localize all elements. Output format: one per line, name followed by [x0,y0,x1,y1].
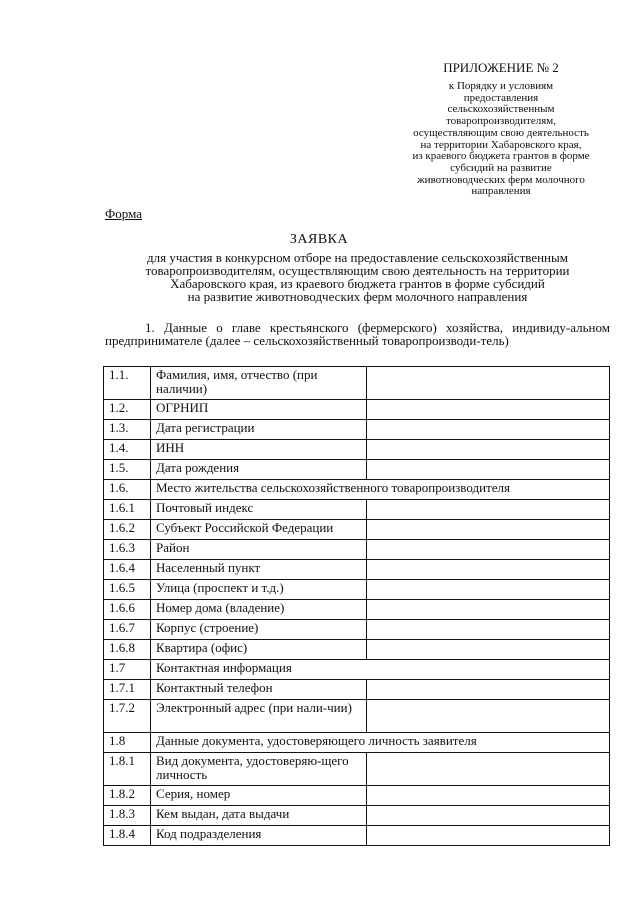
row-label: Квартира (офис) [151,640,367,660]
appendix-line: товаропроизводителям, [446,115,556,128]
row-value-field[interactable] [367,580,610,600]
row-number: 1.6. [104,480,151,500]
row-label: ОГРНИП [151,400,367,420]
appendix-line: направления [471,185,531,198]
row-value-field[interactable] [367,400,610,420]
row-label: Улица (проспект и т.д.) [151,580,367,600]
row-number: 1.8 [104,733,151,753]
table-row [104,826,610,846]
section-1-intro: 1. Данные о главе крестьянского (фермерского) хозяйства, индивиду-альном предпринимателе (далее – сельскохозяйственный товаропроизводи-тель) [105,320,610,348]
row-value-field[interactable] [367,367,610,400]
row-value-field[interactable] [367,460,610,480]
row-label: Кем выдан, дата выдачи [151,806,367,826]
table-row [104,600,610,620]
appendix-line: животноводческих ферм молочного [417,173,585,186]
table-row [104,400,610,420]
row-number: 1.3. [104,420,151,440]
row-value-field[interactable] [367,520,610,540]
row-number: 1.6.6 [104,600,151,620]
row-number: 1.4. [104,440,151,460]
subtitle-line: Хабаровского края, из краевого бюджета грантов в форме субсидий [170,276,545,291]
subtitle-line: на развитие животноводческих ферм молочного направления [187,289,528,304]
row-value-field[interactable] [367,440,610,460]
row-section-heading: Контактная информация [151,660,610,680]
appendix-line: осуществляющим свою деятельность [413,126,589,139]
row-value-field[interactable] [367,700,610,733]
row-number: 1.2. [104,400,151,420]
table-row [104,753,610,786]
row-label: Дата регистрации [151,420,367,440]
table-row [104,367,610,400]
subtitle-line: товаропроизводителям, осуществляющим свою деятельность на территории [145,263,570,278]
row-value-field[interactable] [367,540,610,560]
table-row [104,733,610,753]
row-section-heading: Данные документа, удостоверяющего личность заявителя [151,733,610,753]
table-row [104,660,610,680]
appendix-line: к Порядку и условиям [448,80,554,92]
applicant-data-table [103,366,610,846]
row-label: ИНН [151,440,367,460]
row-number: 1.7.2 [104,700,151,733]
row-number: 1.6.4 [104,560,151,580]
row-label: Корпус (строение) [151,620,367,640]
appendix-reference [392,81,610,198]
appendix-line: на территории Хабаровского края, [420,138,582,151]
appendix-header [392,60,610,198]
row-label: Район [151,540,367,560]
row-label: Электронный адрес (при нали-чии) [151,700,367,733]
document-subtitle [105,251,610,303]
row-number: 1.6.7 [104,620,151,640]
table-row [104,680,610,700]
row-number: 1.6.2 [104,520,151,540]
row-value-field[interactable] [367,420,610,440]
appendix-line: субсидий на развитие [450,161,552,174]
row-value-field[interactable] [367,560,610,580]
row-number: 1.7.1 [104,680,151,700]
row-number: 1.8.3 [104,806,151,826]
row-label: Субъект Российской Федерации [151,520,367,540]
table-row [104,420,610,440]
table-row [104,500,610,520]
row-label: Номер дома (владение) [151,600,367,620]
row-value-field[interactable] [367,786,610,806]
row-label: Код подразделения [151,826,367,846]
document-title: ЗАЯВКА [289,232,349,247]
table-row [104,786,610,806]
row-label: Контактный телефон [151,680,367,700]
appendix-line: из краевого бюджета грантов в форме [412,150,590,163]
table-row [104,440,610,460]
row-label: Дата рождения [151,460,367,480]
row-number: 1.6.3 [104,540,151,560]
row-number: 1.6.5 [104,580,151,600]
row-value-field[interactable] [367,806,610,826]
table-row [104,806,610,826]
row-value-field[interactable] [367,640,610,660]
row-number: 1.7 [104,660,151,680]
table-row [104,560,610,580]
table-row [104,520,610,540]
appendix-line: сельскохозяйственным [447,103,555,116]
row-section-heading: Место жительства сельскохозяйственного товаропроизводителя [151,480,610,500]
row-number: 1.6.8 [104,640,151,660]
row-label: Серия, номер [151,786,367,806]
row-value-field[interactable] [367,600,610,620]
table-row [104,620,610,640]
form-label: Форма [105,206,142,221]
subtitle-line: для участия в конкурсном отборе на предоставление сельскохозяйственным [147,250,568,265]
row-number: 1.8.2 [104,786,151,806]
table-row [104,700,610,733]
row-number: 1.8.4 [104,826,151,846]
table-row [104,580,610,600]
row-label: Почтовый индекс [151,500,367,520]
row-number: 1.8.1 [104,753,151,786]
row-number: 1.6.1 [104,500,151,520]
appendix-title: ПРИЛОЖЕНИЕ № 2 [443,60,559,75]
row-label: Населенный пункт [151,560,367,580]
row-number: 1.5. [104,460,151,480]
table-row [104,540,610,560]
table-row [104,640,610,660]
row-value-field[interactable] [367,753,610,786]
row-label: Фамилия, имя, отчество (при наличии) [151,367,367,400]
table-row [104,480,610,500]
row-value-field[interactable] [367,500,610,520]
row-number: 1.1. [104,367,151,400]
table-row [104,460,610,480]
appendix-line: предоставления [463,91,539,104]
row-label: Вид документа, удостоверяю-щего личность [151,753,367,786]
table-body [104,367,610,846]
row-value-field[interactable] [367,680,610,700]
row-value-field[interactable] [367,620,610,640]
row-value-field[interactable] [367,826,610,846]
